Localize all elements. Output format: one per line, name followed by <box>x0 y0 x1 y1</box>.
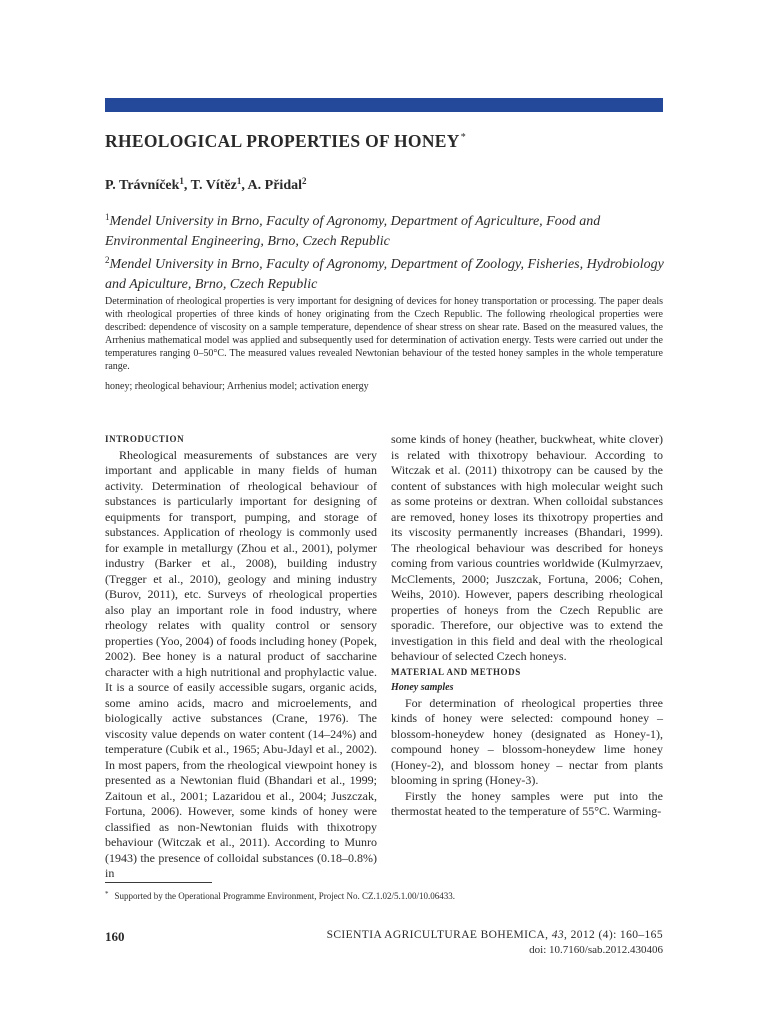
journal-issue-pages: , 2012 (4): 160–165 <box>564 929 663 941</box>
journal-volume: 43 <box>551 929 565 941</box>
header-color-bar <box>105 98 663 112</box>
author-separator: , <box>241 178 248 193</box>
author-separator: , <box>183 178 191 193</box>
affiliations <box>105 208 665 294</box>
author-name: T. Vítěz <box>190 178 237 193</box>
affiliation-text: Mendel University in Brno, Faculty of Agronomy, Department of Agriculture, Food and Environmental Engineering, Brno, Czech Republic <box>105 214 601 249</box>
author-affiliation-mark: 2 <box>302 176 307 186</box>
section-heading-introduction: INTRODUCTION <box>105 434 185 444</box>
abstract: Determination of rheological properties is very important for designing of devices for honey transportation or processing. The paper deals with rheological properties of three kinds of honey originating from the Czech Republic. The following rheological properties were described: dependence of viscosity on a sample temperature, dependence of shear stress on shear rate. Based on the measured values, the Arrhenius mathematical model was applied and subsequently used for determination of activation energy. Tests were carried out under the temperatures ranging 0–50°C. The measured values revealed Newtonian behaviour of the tested honey samples in the whole temperature range. <box>105 296 663 373</box>
left-column <box>105 432 377 882</box>
body-paragraph: some kinds of honey (heather, buckwheat, white clover) is related with thixotropy behaviour. According to Witczak et al. (2011) thixotropy can be caused by the content of substances with high molecular weight such as some proteins or dextran. When colloidal substances are removed, honey loses its thixotropy properties and its viscosity permanently increases (Bhandari, 1999). The rheological behaviour was described for honeys coming from various countries worldwide (Kulmyrzaev, McClements, 2000; Juszczak, Fortuna, 2006; Cohen, Weihs, 2010). However, papers describing rheological properties of honeys from the Czech Republic are sporadic. Therefore, our objective was to extend the investigation in this field and deal with the rheological behaviour of selected Czech honeys. <box>391 432 663 663</box>
right-column <box>391 432 663 820</box>
subsection-heading: Honey samples <box>391 682 454 693</box>
journal-name: SCIENTIA AGRICULTURAE BOHEMICA <box>326 929 546 941</box>
title-text: RHEOLOGICAL PROPERTIES OF HONEY <box>105 131 460 151</box>
footnote <box>105 890 455 901</box>
keywords: honey; rheological behaviour; Arrhenius model; activation energy <box>105 381 369 392</box>
author-name: P. Trávníček <box>105 178 180 193</box>
body-paragraph: Firstly the honey samples were put into the thermostat heated to the temperature of 55°C. Warming- <box>391 788 663 818</box>
body-paragraph: For determination of rheological properties three kinds of honey were selected: compound honey – blossom-honeydew honey (designated as Honey-1), compound honey – blossom-honeydew lime honey (Honey-2), and blossom honey – nectar from plants blooming in spring (Honey-3). <box>391 695 663 787</box>
author-name: A. Přidal <box>247 178 302 193</box>
title-footnote-mark: * <box>460 132 466 143</box>
affiliation-2 <box>105 251 665 294</box>
affiliation-1 <box>105 208 665 251</box>
article-title <box>105 131 466 152</box>
body-paragraph: Rheological measurements of substances are very important and applicable in many fields of human activity. Determination of rheological behaviour of substances is particularly important for designing of equipments for transport, pumping, and storage of substances. Application of rheology is commonly used for example in metallurgy (Zhou et al., 2001), polymer industry (Barker et al., 2008), building industry (Tregger et al., 2010), geology and mining industry (Burov, 2011), etc. Surveys of rheological properties also play an important role in food industry, where rheology relates with quality control or sensory properties (Yoo, 2004) of foods including honey (Popek, 2002). Bee honey is a natural product of saccharine character with a high nutritional and prophylactic value. It is a source of easily accessible sugars, organic acids, some amino acids, macro and microelements, and biologically active substances (Crane, 1976). The viscosity value depends on water content (14–24%) and temperature (Cubik et al., 1965; Abu-Jdayl et al., 2002). In most papers, from the rheological viewpoint honey is presented as a Newtonian fluid (Bhandari et al., 1999; Zaitoun et al., 2001; Lazaridou et al., 2004; Juszczak, Fortuna, 2006). However, some kinds of honey were classified as non-Newtonian fluids with thixotropy behaviour (Witczak et al., 2011). According to Munro (1943) the presence of colloidal substances (0.18–0.8%) in <box>105 447 377 880</box>
footnote-mark: * <box>105 890 109 898</box>
page-number: 160 <box>105 929 125 944</box>
affiliation-text: Mendel University in Brno, Faculty of Agronomy, Department of Zoology, Fisheries, Hydrobiology and Apiculture, Brno, Czech Republic <box>105 257 664 292</box>
author-list <box>105 176 307 194</box>
affiliation-mark: 2 <box>105 255 110 265</box>
journal-citation: SCIENTIA AGRICULTURAE BOHEMICA, 43, 2012 (4): 160–165 <box>326 929 663 941</box>
footnote-rule <box>105 882 212 883</box>
footnote-text: Supported by the Operational Programme Environment, Project No. CZ.1.02/5.1.00/10.06433. <box>114 891 455 901</box>
section-heading-methods: MATERIAL AND METHODS <box>391 666 521 677</box>
author-affiliation-mark: 1 <box>236 176 242 186</box>
author-affiliation-mark: 1 <box>179 176 184 186</box>
doi: doi: 10.7160/sab.2012.430406 <box>529 944 663 956</box>
affiliation-mark: 1 <box>105 212 110 222</box>
